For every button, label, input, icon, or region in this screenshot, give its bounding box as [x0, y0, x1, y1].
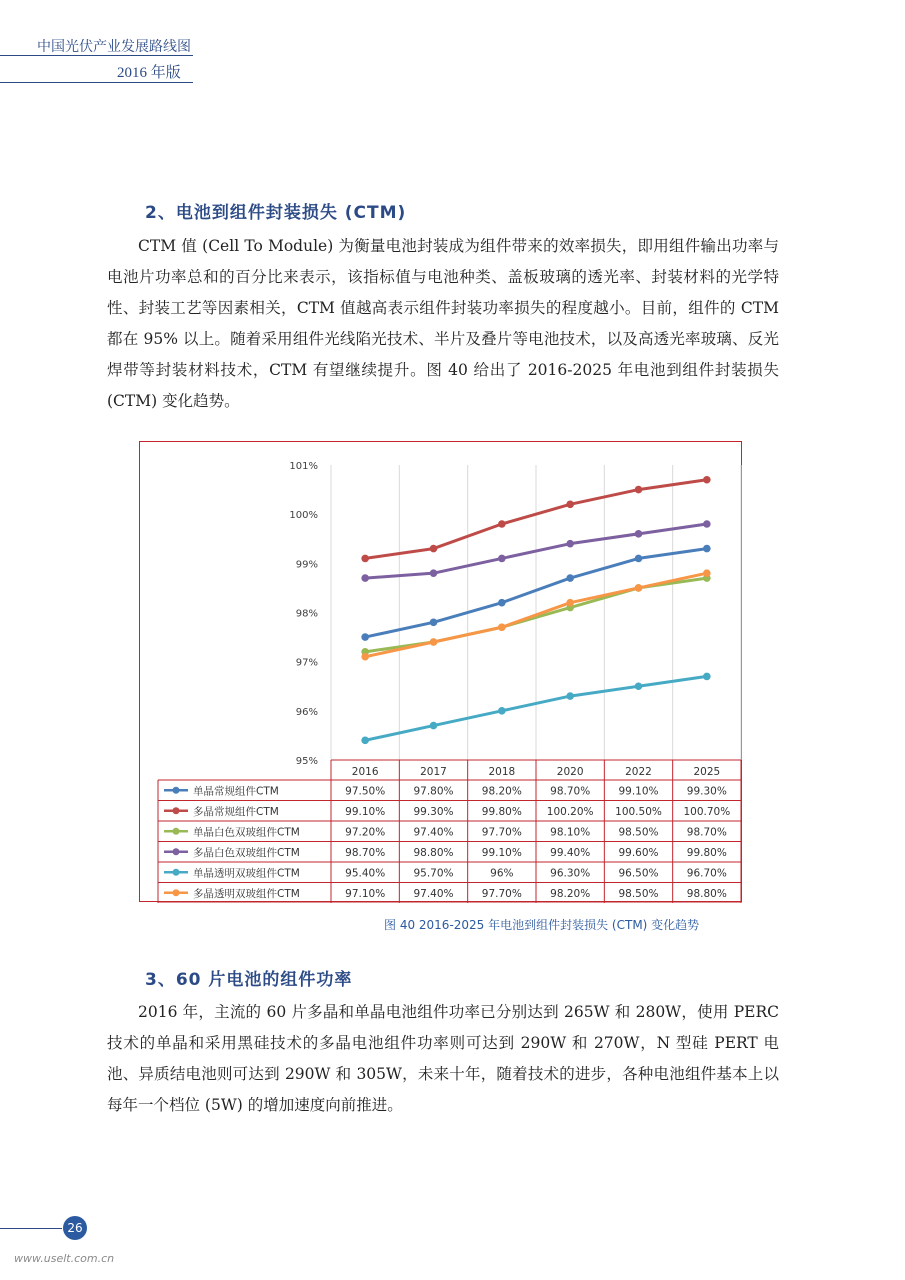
- series-point: [566, 692, 574, 700]
- chart-gridlines: [331, 465, 741, 760]
- chart-y-axis: [289, 461, 318, 767]
- series-point: [430, 545, 438, 553]
- y-tick-label: 96%: [295, 706, 318, 718]
- data-table-value: 98.20%: [550, 887, 591, 900]
- header-rule: [0, 82, 193, 83]
- series-point: [498, 599, 506, 607]
- figure-caption: 图 40 2016-2025 年电池到组件封装损失 (CTM) 变化趋势: [384, 918, 700, 932]
- series-point: [635, 682, 643, 690]
- data-table-value: 99.40%: [550, 846, 591, 859]
- series-point: [361, 653, 369, 661]
- data-table-value: 97.50%: [345, 785, 386, 798]
- series-point: [498, 623, 506, 631]
- data-table-value: 100.20%: [546, 805, 594, 818]
- ctm-line-chart: [140, 442, 743, 903]
- paragraph-module-power: 2016 年，主流的 60 片多晶和单晶电池组件功率已分别达到 265W 和 280W，使用 PERC 技术的单晶和采用黑硅技术的多晶电池组件功率则可达到 290W 和 270W，N 型硅 PERT 电池、异质结电池则可达到 290W 和 305W，未来十年，随着技术的进步，各种电池组件基本上以每年一个档位 (5W) 的增加速度向前推进。: [107, 1003, 779, 1114]
- series-point: [361, 574, 369, 582]
- data-table-value: 97.70%: [481, 887, 522, 900]
- data-table-value: 99.10%: [345, 805, 386, 818]
- series-point: [566, 501, 574, 509]
- series-point: [703, 520, 711, 528]
- data-table-value: 99.80%: [686, 846, 727, 859]
- figure-40-chart: [139, 441, 742, 902]
- data-table-value: 95.70%: [413, 867, 454, 880]
- data-table-value: 99.80%: [481, 805, 522, 818]
- series-point: [361, 633, 369, 641]
- data-table-value: 98.50%: [618, 887, 659, 900]
- legend-key-marker: [173, 869, 180, 876]
- data-table-value: 97.40%: [413, 887, 454, 900]
- legend-series-name: 多晶透明双玻组件CTM: [193, 887, 300, 900]
- running-header-edition: 2016 年版: [117, 65, 181, 81]
- series-point: [635, 584, 643, 592]
- data-table-value: 100.50%: [615, 805, 662, 818]
- running-header-title: 中国光伏产业发展路线图: [37, 39, 191, 55]
- y-tick-label: 99%: [295, 559, 318, 571]
- series-point: [498, 520, 506, 528]
- section-heading-ctm: 2、电池到组件封装损失 (CTM): [145, 203, 407, 223]
- y-tick-label: 98%: [295, 608, 318, 620]
- x-tick-label: 2022: [625, 766, 652, 778]
- data-table-value: 97.70%: [481, 826, 522, 839]
- legend-key-marker: [173, 807, 180, 814]
- legend-key-marker: [173, 889, 180, 896]
- y-tick-label: 101%: [289, 461, 318, 472]
- chart-data-table: [158, 760, 741, 903]
- legend-series-name: 多晶白色双玻组件CTM: [193, 846, 300, 859]
- series-point: [430, 619, 438, 627]
- data-table-value: 99.30%: [413, 805, 454, 818]
- series-point: [635, 530, 643, 538]
- paragraph-ctm: CTM 值 (Cell To Module) 为衡量电池封装成为组件带来的效率损失，即用组件输出功率与电池片功率总和的百分比来表示，该指标值与电池种类、盖板玻璃的透光率、封装材料的光学特性、封装工艺等因素相关，CTM 值越高表示组件封装功率损失的程度越小。目前，组件的 CTM 都在 95% 以上。随着采用组件光线陷光技术、半片及叠片等电池技术，以及高透光率玻璃、反光焊带等封装材料技术，CTM 有望继续提升。图 40 给出了 2016-2025 年电池到组件封装损失 (CTM) 变化趋势。: [107, 237, 779, 410]
- data-table-value: 98.50%: [618, 826, 659, 839]
- data-table-value: 96%: [490, 867, 514, 880]
- series-point: [430, 638, 438, 646]
- data-table-value: 99.60%: [618, 846, 659, 859]
- page-number: 26: [63, 1216, 87, 1240]
- data-table-value: 99.10%: [618, 785, 659, 798]
- y-tick-label: 95%: [295, 756, 318, 767]
- series-point: [498, 555, 506, 563]
- series-point: [566, 574, 574, 582]
- legend-key-marker: [173, 848, 180, 855]
- legend-series-name: 单晶白色双玻组件CTM: [193, 826, 300, 839]
- legend-series-name: 单晶透明双玻组件CTM: [193, 867, 300, 880]
- data-table-value: 97.40%: [413, 826, 454, 839]
- data-table-value: 98.10%: [550, 826, 591, 839]
- series-point: [361, 737, 369, 745]
- footer-rule: [0, 1228, 62, 1229]
- data-table-value: 96.30%: [550, 867, 591, 880]
- data-table-value: 96.50%: [618, 867, 659, 880]
- legend-series-name: 单晶常规组件CTM: [193, 785, 279, 798]
- data-table-value: 98.80%: [413, 846, 454, 859]
- series-point: [498, 707, 506, 715]
- series-point: [703, 673, 711, 681]
- y-tick-label: 97%: [295, 657, 318, 669]
- y-tick-label: 100%: [289, 510, 318, 522]
- legend-key-marker: [173, 787, 180, 794]
- data-table-value: 100.70%: [683, 805, 731, 818]
- data-table-value: 99.30%: [686, 785, 727, 798]
- data-table-value: 98.70%: [686, 826, 727, 839]
- series-point: [703, 569, 711, 577]
- data-table-value: 97.80%: [413, 785, 454, 798]
- series-point: [361, 555, 369, 563]
- series-point: [566, 540, 574, 548]
- data-table-value: 99.10%: [481, 846, 522, 859]
- series-point: [635, 486, 643, 494]
- data-table-value: 98.70%: [345, 846, 386, 859]
- series-point: [430, 569, 438, 577]
- x-tick-label: 2017: [420, 766, 447, 778]
- data-table-value: 98.70%: [550, 785, 591, 798]
- x-tick-label: 2025: [693, 766, 721, 778]
- series-point: [430, 722, 438, 730]
- series-point: [703, 476, 711, 484]
- x-tick-label: 2020: [556, 766, 584, 778]
- legend-series-name: 多晶常规组件CTM: [193, 805, 279, 818]
- watermark: www.uselt.com.cn: [14, 1252, 115, 1265]
- series-point: [703, 545, 711, 553]
- data-table-value: 96.70%: [686, 867, 727, 880]
- header-rule: [0, 55, 193, 56]
- data-table-value: 97.10%: [345, 887, 386, 900]
- legend-key-marker: [173, 828, 180, 835]
- section-heading-module-power: 3、60 片电池的组件功率: [145, 970, 353, 990]
- x-tick-label: 2016: [351, 766, 379, 778]
- data-table-value: 97.20%: [345, 826, 386, 839]
- data-table-value: 98.20%: [481, 785, 522, 798]
- data-table-value: 98.80%: [686, 887, 727, 900]
- x-tick-label: 2018: [488, 766, 516, 778]
- data-table-value: 95.40%: [345, 867, 386, 880]
- series-point: [635, 555, 643, 563]
- series-point: [566, 599, 574, 607]
